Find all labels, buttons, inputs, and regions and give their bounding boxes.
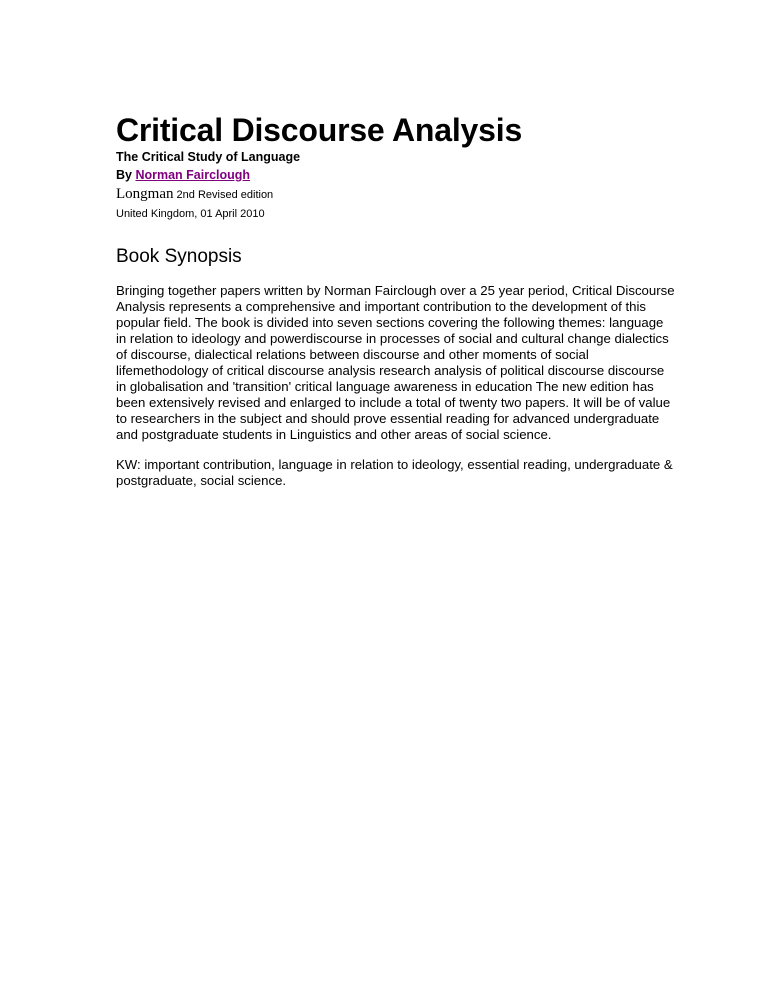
author-link[interactable]: Norman Fairclough (135, 168, 251, 182)
edition-text: 2nd Revised edition (173, 189, 274, 201)
place-date: United Kingdom, 01 April 2010 (116, 208, 265, 220)
book-title: Critical Discourse Analysis (116, 112, 523, 148)
document-page (116, 112, 676, 489)
by-prefix: By (116, 168, 136, 182)
synopsis-body: Bringing together papers written by Norman Fairclough over a 25 year period, Critical Discourse Analysis represents a comprehensive and important contribution to the development of this popular field. The book is divided into seven sections covering the following themes: language in relation to ideology and powerdiscourse in processes of social and cultural change dialectics of discourse, dialectical relations between discourse and other moments of social lifemethodology of critical discourse analysis research analysis of political discourse discourse in globalisation and 'transition' critical language awareness in education The new edition has been extensively revised and enlarged to include a total of twenty two papers. It will be of value to researchers in the subject and should prove essential reading for advanced undergraduate and postgraduate students in Linguistics and other areas of social science. (116, 283, 675, 442)
publisher-line (116, 184, 676, 205)
synopsis-heading: Book Synopsis (116, 246, 242, 267)
book-subtitle: The Critical Study of Language (116, 150, 301, 164)
keywords-paragraph: KW: important contribution, language in relation to ideology, essential reading, undergraduate & postgraduate, social science. (116, 457, 673, 488)
byline (116, 166, 676, 184)
publisher-name: Longman (116, 186, 174, 202)
